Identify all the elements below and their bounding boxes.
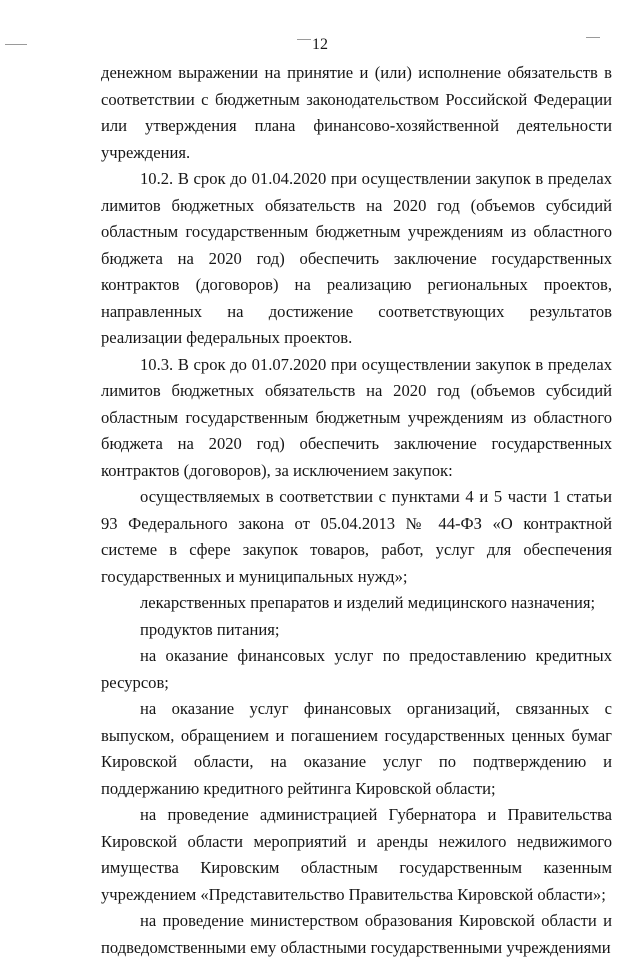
exclusion-item: на проведение министерством образования Кировской области и подведомственными ему областными государственными учреждениями (101, 911, 612, 957)
document-body (101, 60, 612, 961)
paragraph-10-3: 10.3. В срок до 01.07.2020 при осуществлении закупок в пределах лимитов бюджетных обязательств на 2020 год (объемов субсидий областным государственным бюджетным учреждениям из областного бюджета на 2020 год) обеспечить заключение государственных контрактов (договоров), за исключением закупок: (101, 354, 612, 480)
paragraph-continuation: денежном выражении на принятие и (или) исполнение обязательств в соответствии с бюджетным законодательством Российской Федерации или утверждения плана финансово-хозяйственной деятельности учреждения. (101, 63, 612, 162)
page-number: 12 (312, 36, 328, 53)
exclusion-item: лекарственных препаратов и изделий медицинского назначения; (140, 593, 596, 612)
exclusion-item: на проведение администрацией Губернатора и Правительства Кировской области мероприятий и аренды нежилого недвижимого имущества Кировским областным государственным казенным учреждением «Представительство Правительства Кировской области»; (101, 805, 612, 904)
paragraph-10-2: 10.2. В срок до 01.04.2020 при осуществлении закупок в пределах лимитов бюджетных обязательств на 2020 год (объемов субсидий областным государственным бюджетным учреждениям из областного бюджета на 2020 год) обеспечить заключение государственных контрактов (договоров) на реализацию региональных проектов, направленных на достижение соответствующих результатов реализации федеральных проектов. (101, 169, 612, 347)
exclusion-item: продуктов питания; (140, 619, 280, 639)
exclusion-item: на оказание услуг финансовых организаций, связанных с выпуском, обращением и погашением государственных ценных бумаг Кировской области, на оказание услуг по подтверждению и поддержанию кредитного рейтинга Кировской области; (101, 699, 612, 798)
exclusion-item: на оказание финансовых услуг по предоставлению кредитных ресурсов; (101, 646, 612, 692)
exclusion-item: осуществляемых в соответствии с пунктами 4 и 5 части 1 статьи 93 Федерального закона от 05.04.2013 № 44-ФЗ «О контрактной системе в сфере закупок товаров, работ, услуг для обеспечения государственных и муниципальных нужд»; (101, 487, 612, 586)
